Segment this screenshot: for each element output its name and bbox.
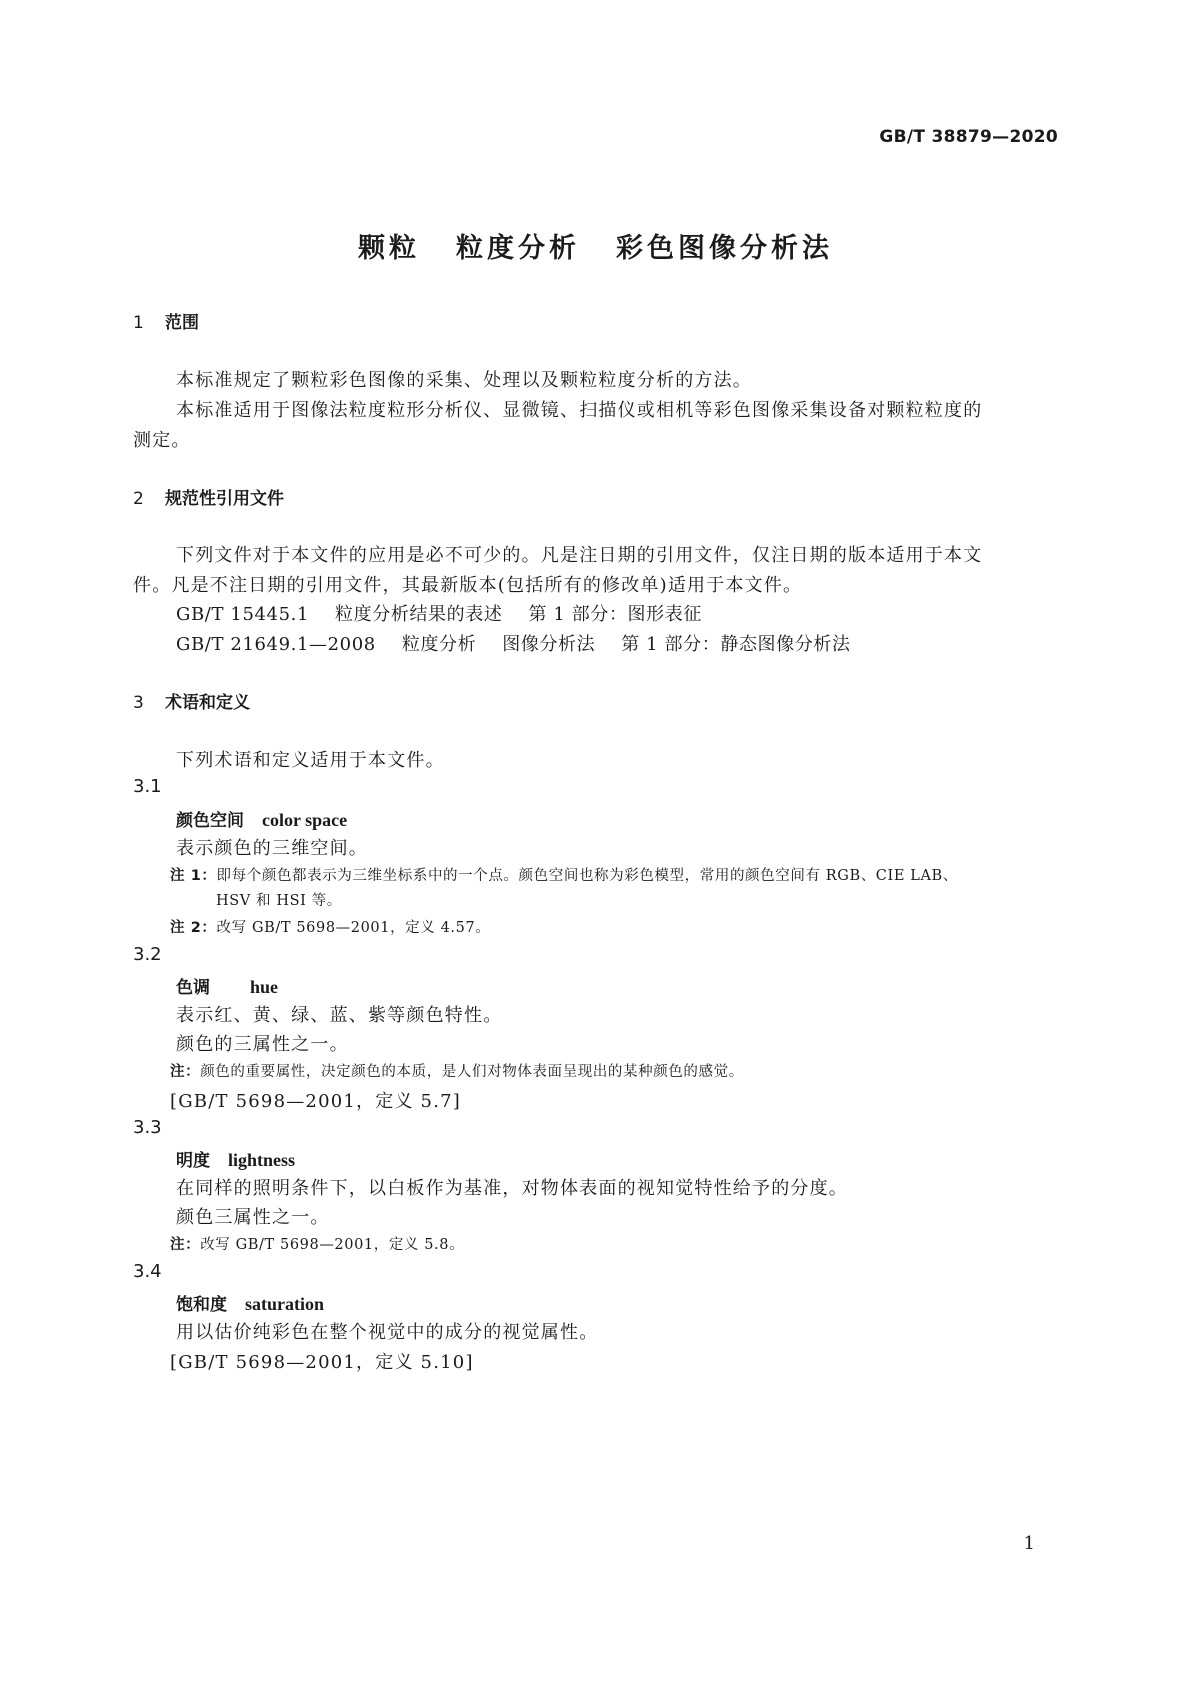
term-3-4-number: 3.4: [133, 1261, 162, 1282]
term-3-3-definition-1: 在同样的照明条件下，以白板作为基准，对物体表面的视知觉特性给予的分度。: [176, 1178, 848, 1199]
term-3-3-definition-2: 颜色三属性之一。: [176, 1207, 330, 1228]
term-3-2-source: [GB/T 5698—2001，定义 5.7]: [170, 1091, 462, 1112]
normative-reference-2: GB/T 21649.1—2008 粒度分析 图像分析法 第 1 部分：静态图像分析法: [176, 634, 851, 655]
term-3-1-name: 颜色空间 color space: [176, 810, 348, 831]
term-3-2-name: 色调 hue: [176, 977, 279, 998]
title-part-2: 粒度分析: [456, 233, 580, 264]
section-3-intro: 下列术语和定义适用于本文件。: [176, 750, 445, 771]
normative-reference-1: GB/T 15445.1 粒度分析结果的表述 第 1 部分：图形表征: [176, 604, 702, 625]
title-part-1: 颗粒: [358, 233, 420, 264]
section-2-heading: 2 规范性引用文件: [133, 489, 284, 509]
document-title: [0, 226, 1191, 265]
section-2-paragraph-1-cont: 件。凡是不注日期的引用文件，其最新版本(包括所有的修改单)适用于本文件。: [133, 575, 803, 596]
term-3-3-note: 注：改写 GB/T 5698—2001，定义 5.8。: [170, 1237, 465, 1253]
section-1-paragraph-2: 本标准适用于图像法粒度粒形分析仪、显微镜、扫描仪或相机等彩色图像采集设备对颗粒粒度的: [176, 400, 983, 421]
term-3-4-name: 饱和度 saturation: [176, 1294, 325, 1315]
term-3-3-number: 3.3: [133, 1117, 162, 1138]
section-1-heading: 1 范围: [133, 313, 199, 333]
section-3-heading: 3 术语和定义: [133, 693, 250, 713]
section-1-paragraph-2-cont: 测定。: [133, 430, 191, 451]
page-number: 1: [1023, 1533, 1035, 1554]
term-3-2-number: 3.2: [133, 944, 162, 965]
standard-number: GB/T 38879—2020: [879, 127, 1058, 147]
title-part-3: 彩色图像分析法: [616, 233, 833, 264]
term-3-4-source: [GB/T 5698—2001，定义 5.10]: [170, 1352, 474, 1373]
term-3-1-number: 3.1: [133, 776, 162, 797]
term-3-1-note-2: 注 2：改写 GB/T 5698—2001，定义 4.57。: [170, 920, 491, 936]
section-1-paragraph-1: 本标准规定了颗粒彩色图像的采集、处理以及颗粒粒度分析的方法。: [176, 370, 752, 391]
term-3-2-note: 注：颜色的重要属性，决定颜色的本质，是人们对物体表面呈现出的某种颜色的感觉。: [170, 1064, 744, 1080]
term-3-1-definition: 表示颜色的三维空间。: [176, 838, 368, 859]
term-3-4-definition: 用以估价纯彩色在整个视觉中的成分的视觉属性。: [176, 1322, 599, 1343]
term-3-1-note-1: 注 1：即每个颜色都表示为三维坐标系中的一个点。颜色空间也称为彩色模型，常用的颜色空间有 RGB、CIE LAB、: [170, 868, 958, 884]
term-3-2-definition-1: 表示红、黄、绿、蓝、紫等颜色特性。: [176, 1005, 503, 1026]
section-2-paragraph-1: 下列文件对于本文件的应用是必不可少的。凡是注日期的引用文件，仅注日期的版本适用于本文: [176, 545, 983, 566]
term-3-2-definition-2: 颜色的三属性之一。: [176, 1034, 349, 1055]
term-3-3-name: 明度 lightness: [176, 1150, 296, 1171]
term-3-1-note-1-cont: HSV 和 HSI 等。: [216, 893, 342, 909]
